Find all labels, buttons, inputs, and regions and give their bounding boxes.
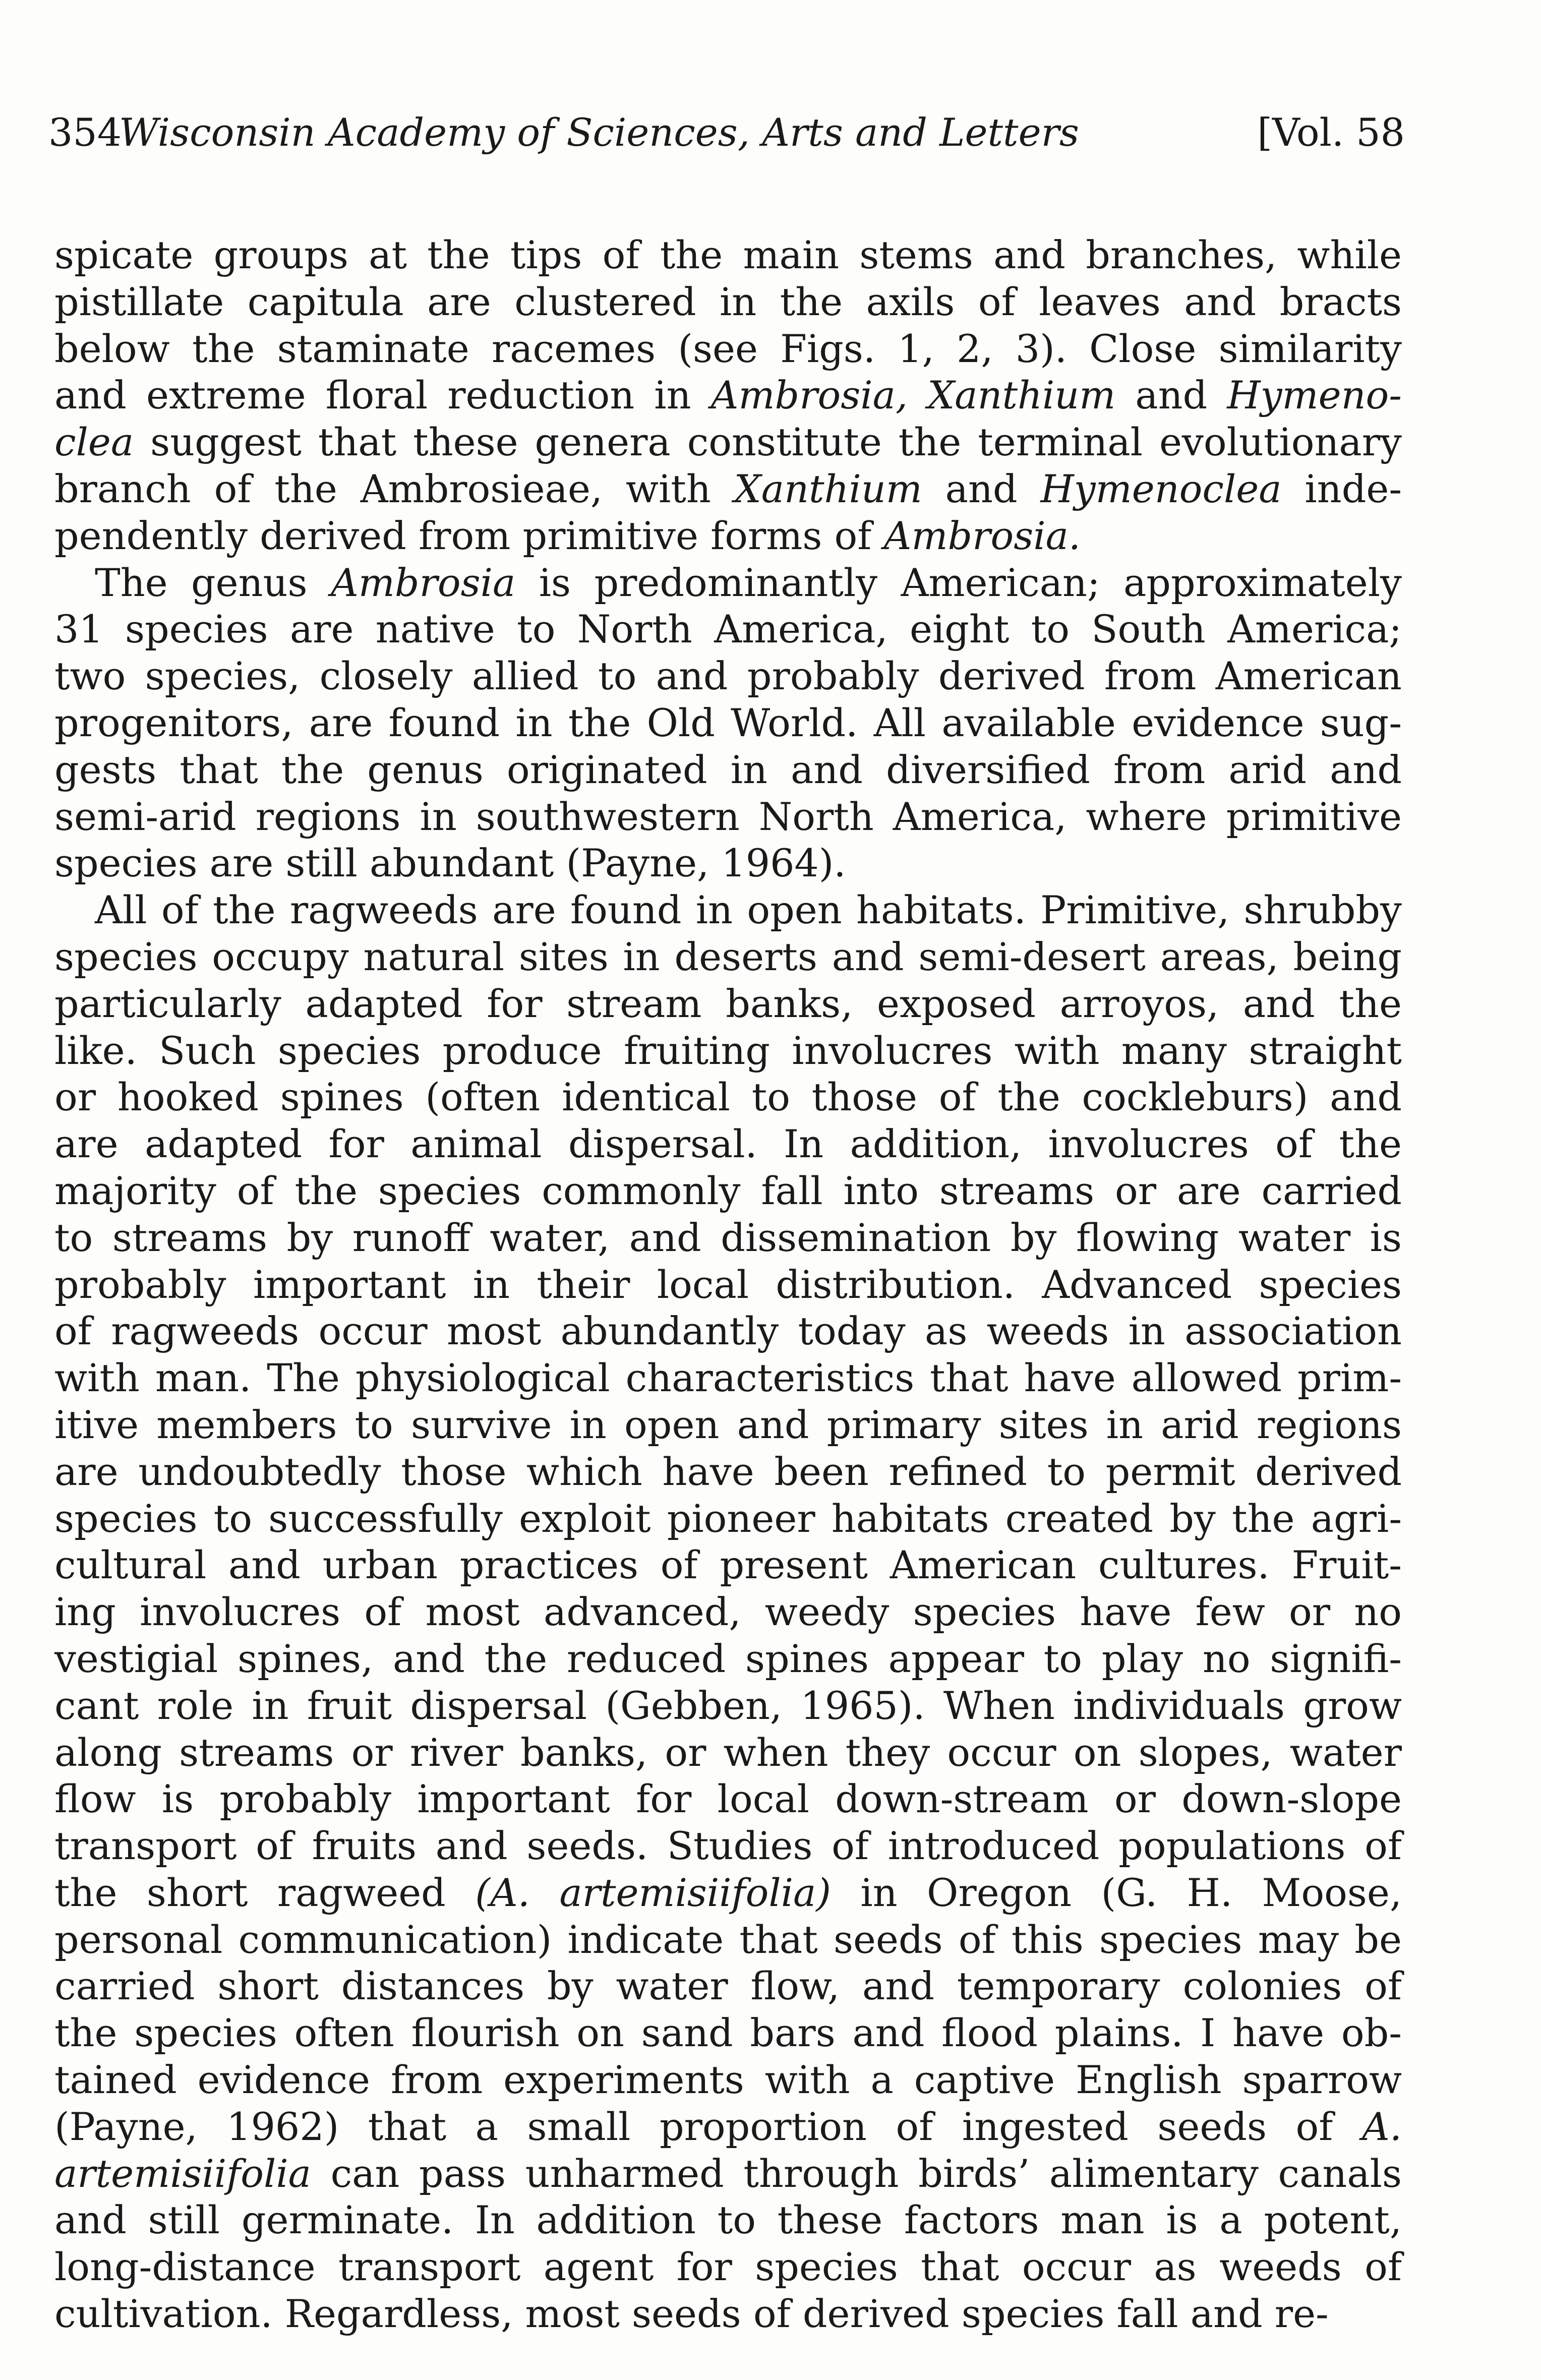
text-run: vestigial spines, and the reduced spines appear to play no signifi- [54,1636,1402,1681]
text-run: long-distance transport agent for species that occur as weeds of [54,2244,1402,2290]
italic-run: Hymenoclea [1040,466,1282,511]
text-run: itive members to survive in open and primary sites in arid regions [54,1402,1402,1447]
text-line [54,700,1402,747]
text-line [54,232,1402,279]
text-line [54,1776,1402,1823]
italic-run: Xanthium [734,466,922,511]
paragraph [54,232,1402,560]
text-run: like. Such species produce fruiting involucres with many straight [54,1028,1402,1073]
text-run: cant role in fruit dispersal (Gebben, 1965). When individuals grow [54,1683,1402,1728]
italic-run: clea [54,420,134,465]
journal-title: Wisconsin Academy of Sciences, Arts and Letters [119,110,1079,155]
volume-number: [Vol. 58 [1257,110,1405,155]
text-line [54,747,1402,794]
text-run: inde- [1281,466,1402,511]
text-run: progenitors, are found in the Old World. All available evidence sug- [54,700,1402,745]
text-line [54,934,1402,981]
text-line [54,1683,1402,1730]
text-line [54,1355,1402,1402]
running-header [48,108,1405,157]
body-text [54,232,1402,2338]
text-run: and extreme floral reduction in [54,373,711,418]
text-line [54,1730,1402,1776]
text-line [54,1168,1402,1215]
text-line [54,1589,1402,1636]
text-line [54,466,1402,513]
italic-run: A. [1361,2104,1402,2149]
italic-run: Hymeno- [1227,373,1402,418]
text-line [54,419,1402,466]
paragraph [54,560,1402,887]
text-line [54,1823,1402,1870]
text-run: majority of the species commonly fall into streams or are carried [54,1168,1402,1213]
text-run: suggest that these genera constitute the terminal evolutionary [134,420,1402,465]
text-line [54,1636,1402,1683]
text-line [54,1121,1402,1168]
text-run: and [922,466,1041,511]
italic-run: (A. artemisiifolia) [475,1870,831,1915]
text-line [54,606,1402,653]
text-run: are adapted for animal dispersal. In addition, involucres of the [54,1121,1402,1167]
text-line [54,794,1402,841]
text-line [54,1074,1402,1121]
text-run: tained evidence from experiments with a captive English sparrow [54,2057,1402,2103]
text-run: below the staminate racemes (see Figs. 1, 2, 3). Close similarity [54,326,1402,371]
text-line [54,2057,1402,2104]
text-run: The genus [95,560,331,605]
text-line [54,560,1402,607]
text-run: particularly adapted for stream banks, exposed arroyos, and the [54,981,1402,1026]
text-line [54,1308,1402,1355]
text-run: pistillate capitula are clustered in the axils of leaves and bracts [54,279,1402,324]
italic-run: artemisiifolia [54,2151,311,2196]
text-line [54,887,1402,934]
text-line [54,1963,1402,2010]
text-line [54,1870,1402,1917]
text-run: gests that the genus originated in and diversified from arid and [54,747,1402,792]
text-run: branch of the Ambrosieae, with [54,466,734,511]
text-run: species are still abundant (Payne, 1964). [54,841,846,886]
italic-run: Ambrosia. [883,513,1081,558]
text-line [54,372,1402,419]
text-line [54,326,1402,373]
text-run: the species often flourish on sand bars and flood plains. I have ob- [54,2010,1402,2056]
text-run: flow is probably important for local down-stream or down-slope [54,1776,1402,1822]
text-run: probably important in their local distribution. Advanced species [54,1262,1402,1307]
text-run: personal communication) indicate that seeds of this species may be [54,1917,1402,1962]
text-line [54,653,1402,700]
text-line [54,1449,1402,1496]
italic-run: Ambrosia [330,560,516,605]
text-line [54,513,1402,560]
text-run: and [1115,373,1227,418]
text-run: to streams by runoff water, and dissemination by flowing water is [54,1215,1402,1260]
text-run: 31 species are native to North America, eight to South America; [54,607,1402,652]
text-run: pendently derived from primitive forms of [54,513,884,558]
text-line [54,1917,1402,1964]
text-run: are undoubtedly those which have been refined to permit derived [54,1449,1402,1494]
text-run: is predominantly American; approximately [515,560,1402,605]
text-line [54,2244,1402,2291]
text-run: can pass unharmed through birds’ alimentary canals [311,2151,1402,2196]
text-run: ing involucres of most advanced, weedy species have few or no [54,1589,1402,1635]
text-run: or hooked spines (often identical to those of the cockleburs) and [54,1075,1402,1120]
paragraph [54,887,1402,2338]
text-run: along streams or river banks, or when they occur on slopes, water [54,1730,1402,1775]
text-line [54,840,1402,887]
text-line [54,1028,1402,1075]
text-run: (Payne, 1962) that a small proportion of ingested seeds of [54,2104,1362,2149]
text-run: cultivation. Regardless, most seeds of derived species fall and re- [54,2291,1329,2337]
text-line [54,1542,1402,1589]
text-run: species occupy natural sites in deserts and semi-desert areas, being [54,934,1402,979]
text-run: of ragweeds occur most abundantly today as weeds in association [54,1308,1402,1354]
text-run: All of the ragweeds are found in open habitats. Primitive, shrubby [95,887,1402,933]
text-line [54,981,1402,1028]
text-line [54,2151,1402,2197]
text-run: semi-arid regions in southwestern North America, where primitive [54,794,1402,839]
text-line [54,279,1402,326]
text-line [54,2010,1402,2057]
text-run: transport of fruits and seeds. Studies of introduced populations of [54,1823,1402,1869]
text-run: spicate groups at the tips of the main stems and branches, while [54,232,1402,277]
text-run: carried short distances by water flow, and temporary colonies of [54,1964,1402,2009]
text-run: the short ragweed [54,1870,476,1915]
text-line [54,1402,1402,1449]
text-run: cultural and urban practices of present American cultures. Fruit- [54,1542,1402,1588]
text-run: species to successfully exploit pioneer habitats created by the agri- [54,1496,1402,1541]
text-run: with man. The physiological characteristics that have allowed prim- [54,1355,1402,1401]
page-number: 354 [48,110,122,155]
text-line [54,1215,1402,1262]
text-line [54,1262,1402,1308]
text-line [54,2104,1402,2151]
text-line [54,1496,1402,1542]
text-line [54,2291,1402,2338]
text-run: and still germinate. In addition to these factors man is a potent, [54,2197,1402,2243]
text-run: in Oregon (G. H. Moose, [831,1870,1402,1915]
italic-run: Ambrosia, Xanthium [710,373,1116,418]
text-run: two species, closely allied to and probably derived from American [54,653,1402,699]
text-line [54,2197,1402,2244]
